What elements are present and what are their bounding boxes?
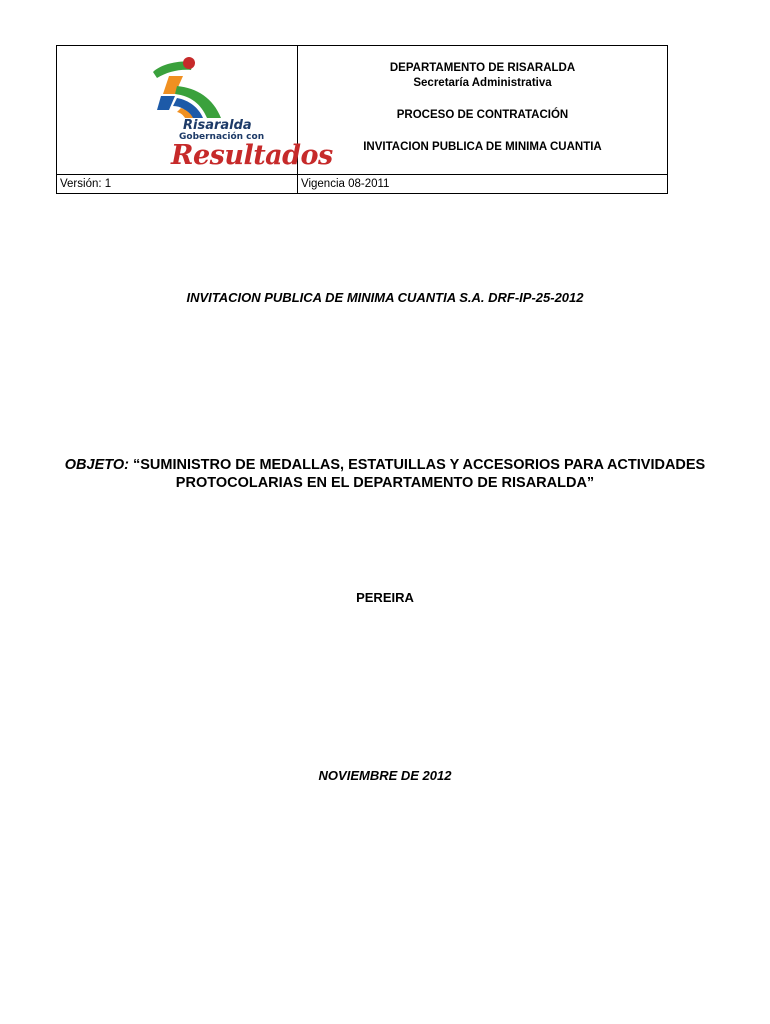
logo-word-gobernacion: Gobernación con <box>179 132 265 142</box>
validity-cell: Vigencia 08-2011 <box>298 175 668 194</box>
object-text-1: “SUMINISTRO DE MEDALLAS, ESTATUILLAS Y ACCESORIOS PARA ACTIVIDADES <box>132 457 706 473</box>
object-label: OBJETO: <box>64 457 129 473</box>
secretary-name: Secretaría Administrativa <box>413 77 552 89</box>
invitation-title: INVITACION PUBLICA DE MINIMA CUANTIA S.A. DRF-IP-25-2012 <box>186 290 584 305</box>
process-name: PROCESO DE CONTRATACIÓN <box>396 109 569 121</box>
document-header-table <box>56 45 668 194</box>
logo-word-resultados: Resultados <box>171 140 333 171</box>
city-name: PEREIRA <box>356 590 414 605</box>
logo-cell <box>57 46 333 175</box>
department-name: DEPARTAMENTO DE RISARALDA <box>389 62 576 74</box>
object-line-1 <box>0 456 770 474</box>
header-info-cell <box>298 46 668 175</box>
version-cell: Versión: 1 <box>57 175 298 194</box>
object-description <box>0 456 770 492</box>
document-date: NOVIEMBRE DE 2012 <box>318 768 452 783</box>
object-line-2: PROTOCOLARIAS EN EL DEPARTAMENTO DE RISARALDA” <box>175 475 595 491</box>
invitation-type: INVITACION PUBLICA DE MINIMA CUANTIA <box>363 141 602 153</box>
logo-word-risaralda: Risaralda <box>183 118 252 133</box>
